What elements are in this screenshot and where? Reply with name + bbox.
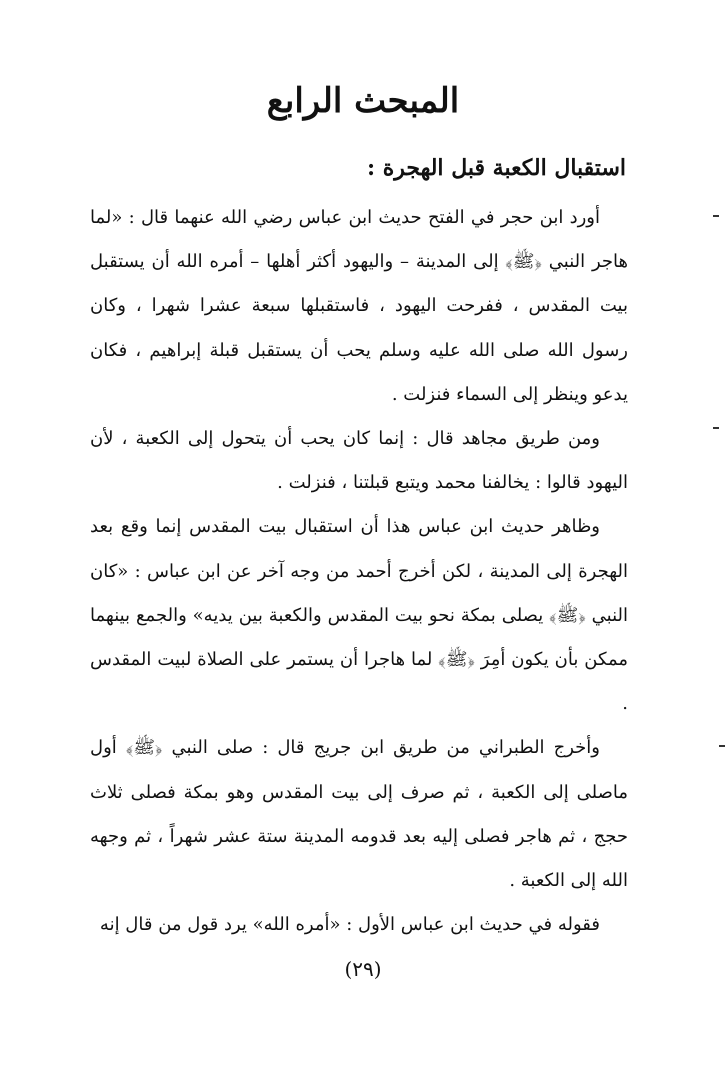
scan-mark (719, 745, 725, 747)
paragraph-4: وأخرج الطبراني من طريق ابن جريج قال : صلى النبي ﴿ﷺ﴾ أول ماصلى إلى الكعبة ، ثم صرف إلى بيت المقدس وهو بمكة فصلى ثلاث حجج ، ثم هاجر فصلى إليه بعد قدومه المدينة ستة عشر شهراً ، ثم وجهه الله إلى الكعبة . (90, 737, 628, 892)
paragraph-3: وظاهر حديث ابن عباس هذا أن استقبال بيت المقدس إنما وقع بعد الهجرة إلى المدينة ، لكن أخرج أحمد من وجه آخر عن ابن عباس : «كان النبي ﴿ﷺ﴾ يصلى بمكة نحو بيت المقدس والكعبة بين يديه» والجمع بينهما ممكن بأن يكون أمِرَ ﴿ﷺ﴾ لما هاجرا أن يستمر على الصلاة لبيت المقدس . (90, 516, 628, 715)
body-text (90, 196, 628, 947)
section-heading: استقبال الكعبة قبل الهجرة : (366, 155, 626, 181)
scan-mark (713, 215, 719, 217)
chapter-title: المبحث الرابع (266, 81, 460, 121)
page-number: (٢٩) (344, 957, 382, 981)
scan-mark (713, 427, 719, 429)
paragraph-2: ومن طريق مجاهد قال : إنما كان يحب أن يتحول إلى الكعبة ، لأن اليهود قالوا : يخالفنا محمد ويتبع قبلتنا ، فنزلت . (90, 428, 628, 494)
paragraph-1: أورد ابن حجر في الفتح حديث ابن عباس رضي الله عنهما قال : «لما هاجر النبي ﴿ﷺ﴾ إلى المدينة – واليهود أكثر أهلها – أمره الله أن يستقبل بيت المقدس ، ففرحت اليهود ، فاستقبلها سبعة عشرا شهرا ، وكان رسول الله صلى الله عليه وسلم يحب أن يستقبل قبلة إبراهيم ، فكان يدعو وينظر إلى السماء فنزلت . (90, 207, 628, 405)
paragraph-5: فقوله في حديث ابن عباس الأول : «أمره الله» يرد قول من قال إنه (99, 914, 600, 936)
